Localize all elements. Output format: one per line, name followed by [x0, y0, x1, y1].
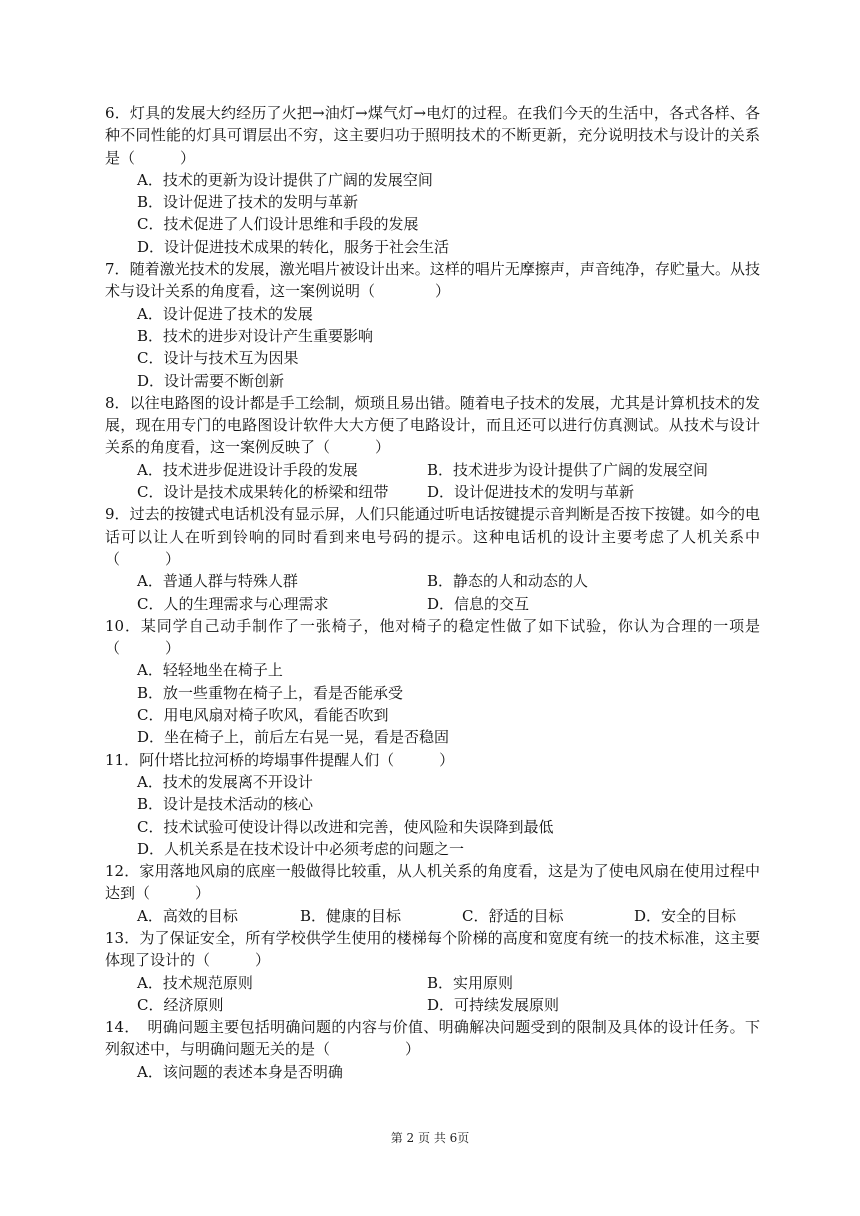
question-block	[105, 615, 760, 749]
answer-option: A．该问题的表述本身是否明确	[137, 1062, 343, 1081]
answer-option: D．可持续发展原则	[427, 995, 560, 1014]
question-stem: 14． 明确问题主要包括明确问题的内容与价值、明确解决问题受到的限制及具体的设计任务。下列叙述中，与明确问题无关的是（ ）	[105, 1018, 760, 1059]
answer-option: C．舒适的目标	[462, 906, 564, 925]
answer-option: C．用电风扇对椅子吹风，看能否吹到	[137, 706, 389, 725]
answer-option: A．普通人群与特殊人群	[137, 572, 298, 591]
answer-option: C．设计与技术互为因果	[137, 349, 299, 368]
question-stem: 6．灯具的发展大约经历了火把→油灯→煤气灯→电灯的过程。在我们今天的生活中，各式各样、各种不同性能的灯具可谓层出不穷，这主要归功于照明技术的不断更新，充分说明技术与设计的关系是（ ）	[105, 104, 760, 167]
answer-option: D．设计促进技术成果的转化，服务于社会生活	[137, 237, 450, 256]
answer-option: D．安全的目标	[634, 906, 737, 925]
answer-option: C．技术试验可使设计得以改进和完善，使风险和失误降到最低	[137, 817, 554, 836]
answer-option: A．技术进步促进设计手段的发展	[137, 460, 358, 479]
answer-option: D．信息的交互	[427, 594, 530, 613]
answer-options	[105, 459, 760, 504]
document-body	[105, 102, 760, 1083]
answer-options	[105, 570, 760, 615]
answer-option: A．高效的目标	[137, 906, 238, 925]
question-block	[105, 392, 760, 503]
answer-option: B．放一些重物在椅子上，看是否能承受	[137, 683, 404, 702]
answer-options	[105, 972, 760, 1017]
answer-option: D．坐在椅子上，前后左右晃一晃，看是否稳固	[137, 728, 450, 747]
question-stem: 9．过去的按键式电话机没有显示屏，人们只能通过听电话按键提示音判断是否按下按键。如今的电话可以让人在听到铃响的同时看到来电号码的提示。这种电话机的设计主要考虑了人机关系中（ ）	[105, 505, 760, 568]
answer-option: A．技术规范原则	[137, 973, 253, 992]
answer-option: D．设计需要不断创新	[137, 371, 285, 390]
question-stem: 13．为了保证安全，所有学校供学生使用的楼梯每个阶梯的高度和宽度有统一的技术标准，这主要体现了设计的（ ）	[105, 928, 760, 970]
answer-option: B．实用原则	[427, 973, 514, 992]
answer-option: A．设计促进了技术的发展	[137, 304, 313, 323]
question-block	[105, 860, 760, 927]
answer-option: C．经济原则	[137, 995, 224, 1014]
question-block	[105, 503, 760, 614]
answer-option: B．设计促进了技术的发明与革新	[137, 193, 359, 212]
question-stem: 12．家用落地风扇的底座一般做得比较重，从人机关系的角度看，这是为了使电风扇在使用过程中达到（ ）	[105, 862, 760, 903]
question-block	[105, 749, 760, 860]
answer-option: A．技术的更新为设计提供了广阔的发展空间	[137, 170, 433, 189]
question-block	[105, 102, 760, 258]
answer-option: B．技术进步为设计提供了广阔的发展空间	[427, 460, 709, 479]
answer-option: B．静态的人和动态的人	[427, 572, 589, 591]
answer-option: C．人的生理需求与心理需求	[137, 594, 329, 613]
question-stem: 11．阿什塔比拉河桥的垮塌事件提醒人们（ ）	[105, 750, 455, 769]
question-stem: 10．某同学自己动手制作了一张椅子，他对椅子的稳定性做了如下试验，你认为合理的一项是（ ）	[105, 616, 760, 658]
question-block	[105, 258, 760, 392]
question-block	[105, 1016, 760, 1083]
question-stem: 7．随着激光技术的发展，激光唱片被设计出来。这样的唱片无摩擦声，声音纯净，存贮量大。从技术与设计关系的角度看，这一案例说明（ ）	[105, 260, 760, 301]
answer-option: B．设计是技术活动的核心	[137, 795, 314, 814]
answer-option: C．技术促进了人们设计思维和手段的发展	[137, 215, 419, 234]
page-footer: 第 2 页 共 6页	[390, 1131, 470, 1145]
answer-option: D．人机关系是在技术设计中必须考虑的问题之一	[137, 839, 465, 858]
answer-options	[105, 905, 760, 927]
answer-option: B．技术的进步对设计产生重要影响	[137, 326, 374, 345]
answer-option: A．技术的发展离不开设计	[137, 772, 313, 791]
answer-option: C．设计是技术成果转化的桥梁和纽带	[137, 483, 389, 502]
answer-option: D．设计促进技术的发明与革新	[427, 483, 635, 502]
question-block	[105, 927, 760, 1016]
question-stem: 8．以往电路图的设计都是手工绘制，烦琐且易出错。随着电子技术的发展，尤其是计算机技术的发展，现在用专门的电路图设计软件大大方便了电路设计，而且还可以进行仿真测试。从技术与设计关系的角度看，这一案例反映了（ ）	[105, 393, 760, 457]
answer-option: B．健康的目标	[300, 906, 402, 925]
answer-option: A．轻轻地坐在椅子上	[137, 661, 283, 680]
